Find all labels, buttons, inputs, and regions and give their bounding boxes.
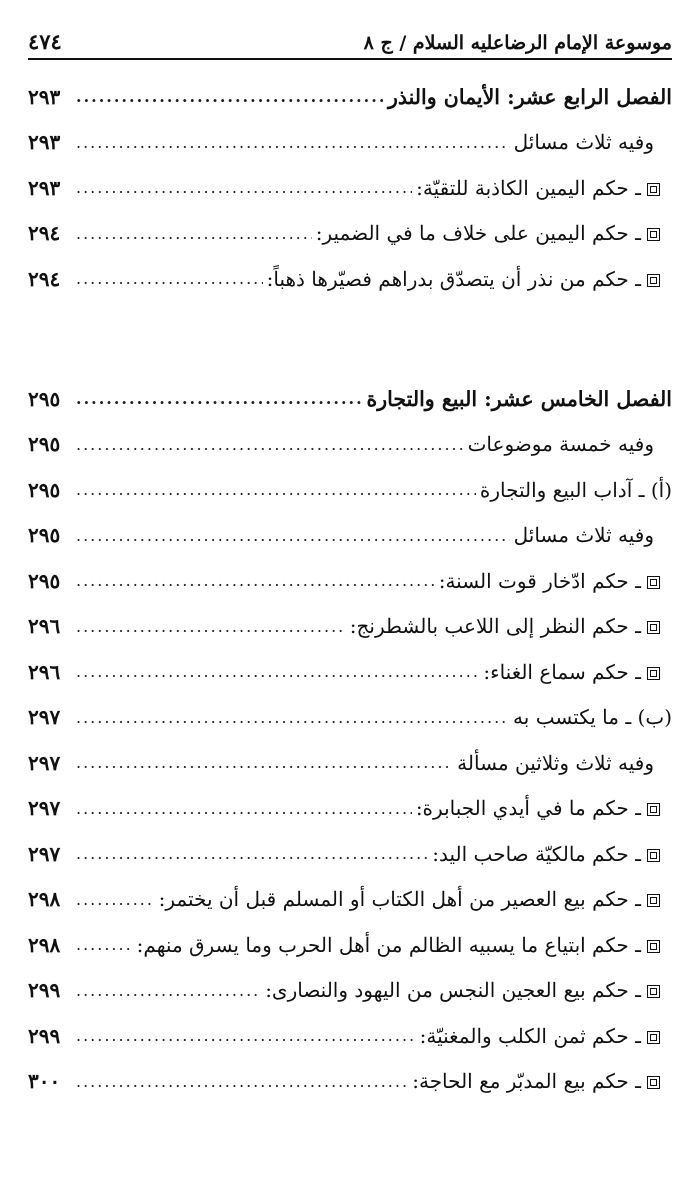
toc-entry[interactable] — [28, 120, 672, 166]
dot-leader — [76, 389, 363, 408]
toc-page-number: ٢٩٦ — [28, 659, 61, 684]
toc-entry-text: الفصل الخامس عشر: البيع والتجارة — [366, 386, 672, 411]
toc-entry-title — [137, 933, 672, 957]
toc-entry[interactable] — [28, 740, 672, 786]
toc-page-number: ٢٩٣ — [28, 130, 61, 155]
dot-leader — [76, 844, 428, 863]
toc-entry-title — [267, 267, 672, 291]
dot-leader — [76, 224, 312, 243]
toc-page-number: ٢٩٧ — [28, 841, 61, 866]
toc-entry-text: وفيه ثلاث مسائل — [513, 523, 654, 548]
toc-page-number: ٢٩٤ — [28, 266, 61, 291]
dot-leader — [76, 662, 479, 681]
toc-entry[interactable] — [28, 513, 672, 559]
dot-leader — [76, 1026, 416, 1045]
toc-entry-title — [457, 751, 672, 775]
dot-leader — [76, 1072, 408, 1091]
dot-leader — [76, 480, 476, 499]
dot-leader — [76, 617, 346, 636]
toc-entry-title — [480, 478, 672, 502]
toc-entry[interactable] — [28, 558, 672, 604]
toc-entry-text: ـ حكم اليمين الكاذبة للتقيّة: — [416, 175, 641, 200]
dot-leader — [76, 708, 509, 727]
toc-page-number: ٢٩٥ — [28, 523, 61, 548]
toc-section-vows — [28, 74, 672, 302]
toc-entry-title — [514, 523, 672, 547]
toc-page-number: ٢٩٩ — [28, 1023, 61, 1048]
dot-leader — [76, 890, 155, 909]
toc-entry[interactable] — [28, 831, 672, 877]
toc-page-number: ٢٩٥ — [28, 386, 61, 411]
toc-entry-text: وفيه ثلاث مسائل — [513, 130, 654, 155]
page-number: ٤٧٤ — [28, 29, 62, 54]
dot-leader — [76, 435, 464, 454]
toc-entry-title — [265, 978, 672, 1002]
toc-entry-title — [388, 85, 672, 109]
toc-entry-title — [316, 221, 672, 245]
toc-page-number: ٢٩٧ — [28, 750, 61, 775]
toc-entry[interactable] — [28, 695, 672, 741]
toc-entry-text: ـ حكم سماع الغناء: — [483, 659, 641, 684]
toc-entry-title — [420, 1024, 672, 1048]
toc-entry[interactable] — [28, 649, 672, 695]
toc-page-number: ٢٩٧ — [28, 705, 61, 730]
toc-entry[interactable] — [28, 604, 672, 650]
square-bullet-icon — [647, 985, 660, 998]
toc-section-trade — [28, 376, 672, 1104]
page-header — [28, 22, 672, 60]
toc-entry[interactable] — [28, 1059, 672, 1105]
square-bullet-icon — [647, 1031, 660, 1044]
toc-entry-text: ـ حكم بيع العصير من أهل الكتاب أو المسلم قبل أن يختمر: — [158, 887, 641, 912]
toc-entry-text: ـ حكم مالكيّة صاحب اليد: — [432, 841, 641, 866]
toc-entry-title — [159, 887, 672, 911]
dot-leader — [76, 935, 133, 954]
toc-entry-title — [514, 130, 672, 154]
toc-entry-title — [432, 842, 672, 866]
toc-page-number: ٢٩٨ — [28, 932, 61, 957]
square-bullet-icon — [647, 940, 660, 953]
toc-entry-title — [416, 176, 672, 200]
toc-entry-title — [483, 660, 672, 684]
toc-entry-text: ـ حكم بيع المدبّر مع الحاجة: — [412, 1069, 641, 1094]
toc-page-number: ٢٩٨ — [28, 887, 61, 912]
square-bullet-icon — [647, 228, 660, 241]
toc-page-number: ٢٩٩ — [28, 978, 61, 1003]
square-bullet-icon — [647, 274, 660, 287]
square-bullet-icon — [647, 667, 660, 680]
toc-entry-title — [350, 614, 672, 638]
toc-entry-text: ـ حكم النظر إلى اللاعب بالشطرنج: — [349, 614, 641, 639]
toc-entry[interactable] — [28, 968, 672, 1014]
toc-entry-title — [416, 796, 672, 820]
dot-leader — [76, 269, 263, 288]
toc-page-number: ٢٩٣ — [28, 84, 61, 109]
toc-entry-text: ـ حكم ابتياع ما يسبيه الظالم من أهل الحرب وما يسرق منهم: — [136, 932, 641, 957]
toc-entry[interactable] — [28, 786, 672, 832]
square-bullet-icon — [647, 1076, 660, 1089]
dot-leader — [76, 981, 261, 1000]
square-bullet-icon — [647, 894, 660, 907]
toc-entry-title — [439, 569, 672, 593]
toc-entry-title — [468, 432, 672, 456]
toc-page-number: ٢٩٣ — [28, 175, 61, 200]
toc-entry-text: ـ حكم بيع العجين النجس من اليهود والنصارى: — [265, 978, 641, 1003]
square-bullet-icon — [647, 183, 660, 196]
dot-leader — [76, 178, 412, 197]
toc-entry-title — [367, 387, 672, 411]
toc-entry[interactable] — [28, 422, 672, 468]
toc-entry-text: ـ حكم ثمن الكلب والمغنيّة: — [419, 1023, 641, 1048]
toc-entry[interactable] — [28, 1013, 672, 1059]
square-bullet-icon — [647, 849, 660, 862]
toc-entry-title — [513, 705, 672, 729]
toc-entry[interactable] — [28, 211, 672, 257]
toc-page-number: ٣٠٠ — [28, 1069, 61, 1094]
toc-chapter-heading[interactable] — [28, 74, 672, 120]
dot-leader — [76, 133, 510, 152]
toc-entry-text: وفيه خمسة موضوعات — [467, 432, 654, 457]
toc-entry-text: ـ حكم اليمين على خلاف ما في الضمير: — [315, 221, 641, 246]
toc-page-number: ٢٩٥ — [28, 432, 61, 457]
square-bullet-icon — [647, 576, 660, 589]
toc-entry-text: وفيه ثلاث وثلاثين مسألة — [457, 750, 654, 775]
toc-entry-text: الفصل الرابع عشر: الأيمان والنذر — [387, 84, 672, 109]
toc-entry[interactable] — [28, 922, 672, 968]
toc-entry-text: ـ حكم ادّخار قوت السنة: — [438, 568, 641, 593]
toc-entry[interactable] — [28, 165, 672, 211]
toc-entry[interactable] — [28, 256, 672, 302]
dot-leader — [76, 526, 510, 545]
square-bullet-icon — [647, 803, 660, 816]
toc-entry-text: (ب) ـ ما يكتسب به — [513, 705, 672, 730]
toc-entry-title — [412, 1069, 672, 1093]
toc-page-number: ٢٩٥ — [28, 477, 61, 502]
toc-page-number: ٢٩٥ — [28, 568, 61, 593]
running-title: موسوعة الإمام الرضاعليه السلام / ج ٨ — [363, 32, 672, 54]
dot-leader — [76, 87, 384, 106]
toc-entry[interactable] — [28, 467, 672, 513]
toc-entry-text: ـ حكم من نذر أن يتصدّق بدراهم فصيّرها ذهباً: — [266, 266, 641, 291]
dot-leader — [76, 753, 453, 772]
square-bullet-icon — [647, 621, 660, 634]
dot-leader — [76, 799, 412, 818]
toc-chapter-heading[interactable] — [28, 376, 672, 422]
toc-page-number: ٢٩٤ — [28, 221, 61, 246]
toc-entry[interactable] — [28, 877, 672, 923]
toc-page-number: ٢٩٧ — [28, 796, 61, 821]
toc-entry-text: ـ حكم ما في أيدي الجبابرة: — [415, 796, 641, 821]
toc-page-number: ٢٩٦ — [28, 614, 61, 639]
dot-leader — [76, 571, 435, 590]
toc-entry-text: (أ) ـ آداب البيع والتجارة — [479, 477, 672, 502]
